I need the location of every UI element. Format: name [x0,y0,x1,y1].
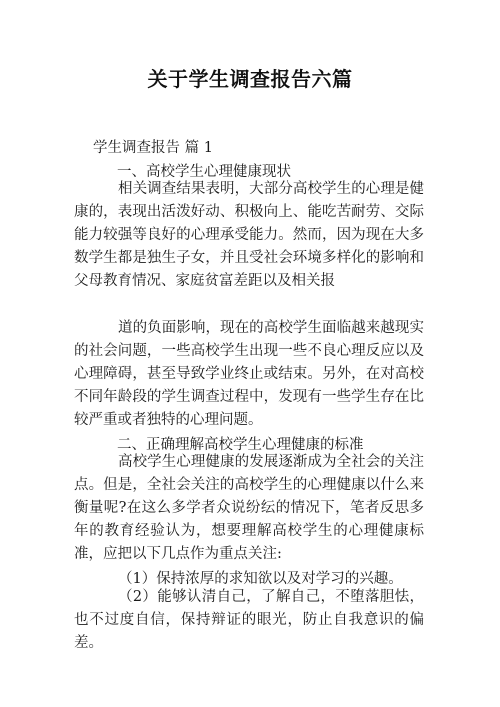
document-title: 关于学生调查报告六篇 [147,67,353,91]
paragraph-standards: 高校学生心理健康的发展逐渐成为全社会的关注点。但是，全社会关注的高校学生的心理健康以什么来衡量呢?在这么多学者众说纷纭的情况下，笔者反思多年的教育经验认为，想要理解高校学生的心理健康标准，应把以下几点作为重点关注: [74,454,424,563]
heading-current-status: 一、高校学生心理健康现状 [117,164,291,180]
paragraph-status-1: 相关调查结果表明，大部分高校学生的心理是健康的，表现出活泼好动、积极向上、能吃苦耐劳、交际能力较强等良好的心理承受能力。然而，因为现在大多数学生都是独生子女，并且受社会环境多样化的影响和父母教育情况、家庭贫富差距以及相关报 [74,181,424,290]
list-item-2: （2）能够认清自己，了解自己，不堕落胆怯，也不过度自信，保持辩证的眼光，防止自我意识的偏差。 [74,589,424,652]
list-item-1: （1）保持浓厚的求知欲以及对学习的兴趣。 [118,571,403,587]
paragraph-status-2: 道的负面影响，现在的高校学生面临越来越现实的社会问题，一些高校学生出现一些不良心理反应以及心理障碍，甚至导致学业终止或结束。另外，在对高校不同年龄段的学生调查过程中，发现有一些学生存在比较严重或者独特的心理问题。 [74,320,424,429]
section-title: 学生调查报告 篇 1 [93,140,213,156]
heading-standards: 二、正确理解高校学生心理健康的标准 [117,437,364,453]
